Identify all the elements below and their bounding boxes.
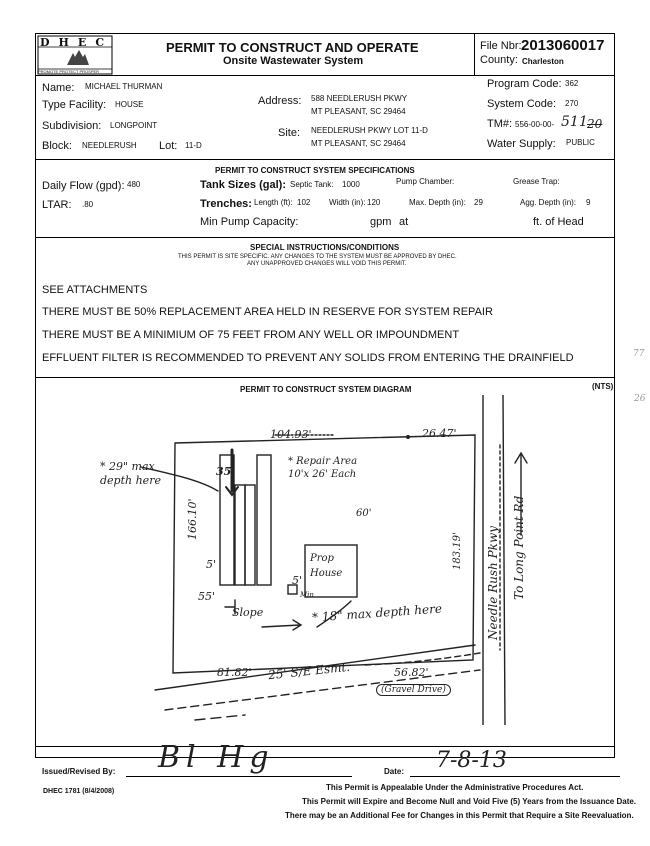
tm-handwritten: 511 <box>561 114 588 130</box>
water-supply-label: Water Supply: <box>487 138 556 150</box>
length-value: 102 <box>297 198 311 207</box>
label-easement: 25' S/E Esmt. <box>267 659 351 683</box>
tm-label: TM#: <box>487 118 513 130</box>
dim-top: 104.93' <box>270 428 312 441</box>
rule-2 <box>35 159 615 160</box>
file-number: 2013060017 <box>521 37 605 54</box>
label-bottom-left: 81.82' <box>217 666 252 679</box>
issued-line <box>126 776 352 777</box>
program-code-value: 362 <box>565 79 579 88</box>
label-repair-area: * Repair Area 10'x 26' Each <box>288 456 358 480</box>
expire-note: This Permit will Expire and Become Null and Void Five (5) Years from the Issuance Date. <box>302 797 637 806</box>
system-code-value: 270 <box>565 99 579 108</box>
agg-depth-value: 9 <box>586 198 591 207</box>
rule-1 <box>35 75 615 76</box>
at-label: at <box>399 216 409 228</box>
header-divider <box>474 33 475 75</box>
septic-tank-value: 1000 <box>342 180 360 189</box>
margin-mark-1: 77 <box>633 349 645 359</box>
label-5-left: 5' <box>206 558 217 571</box>
lot-value: 11-D <box>185 141 202 150</box>
label-bottom-right: 56.82' <box>394 666 429 679</box>
rule-5 <box>35 746 615 747</box>
signature: Bl Hg <box>158 740 275 775</box>
width-value: 120 <box>367 198 381 207</box>
label-55: 55' <box>198 590 216 603</box>
length-label: Length (ft): <box>254 198 293 207</box>
special-line-2: THERE MUST BE 50% REPLACEMENT AREA HELD IN RESERVE FOR SYSTEM REPAIR <box>42 306 493 318</box>
label-road: Needle Rush Pkwy <box>486 526 500 640</box>
dim-top-right: 26.47' <box>422 427 457 440</box>
subdivision-label: Subdivision: <box>42 120 102 132</box>
special-heading: SPECIAL INSTRUCTIONS/CONDITIONS <box>250 243 400 252</box>
label-5-house: 5' <box>292 574 303 587</box>
form-id: DHEC 1781 (8/4/2008) <box>43 788 115 795</box>
label-35: 35' <box>216 465 235 478</box>
label-min: Min <box>300 591 314 599</box>
special-line-3: THERE MUST BE A MINIMIUM OF 75 FEET FROM ANY WELL OR IMPOUNDMENT <box>42 329 460 341</box>
county-label: County: <box>480 54 518 66</box>
tm-struck: 20 <box>587 117 603 131</box>
site-line1: NEEDLERUSH PKWY LOT 11-D <box>311 126 428 135</box>
fee-note: There may be an Additional Fee for Changes in this Permit that Require a Site Reevaluation. <box>285 811 634 820</box>
site-line2: MT PLEASANT, SC 29464 <box>311 139 406 148</box>
daily-flow-value: 480 <box>127 180 141 189</box>
nts-label: (NTS) <box>592 382 614 391</box>
max-depth-label: Max. Depth (in): <box>409 198 466 207</box>
name-value: MICHAEL THURMAN <box>85 82 163 91</box>
margin-mark-2: 26 <box>634 394 646 404</box>
permit-subtitle: Onsite Wastewater System <box>223 55 364 67</box>
special-note-2: ANY UNAPPROVED CHANGES WILL VOID THIS PERMIT. <box>247 261 407 267</box>
block-label: Block: <box>42 140 72 152</box>
logo-text: DHEC <box>40 36 114 49</box>
issued-label: Issued/Revised By: <box>42 767 116 776</box>
width-label: Width (in): <box>329 198 366 207</box>
name-label: Name: <box>42 82 75 94</box>
label-to-longpoint: To Long Point Rd <box>512 495 526 600</box>
tm-value: 556-00-00- <box>515 120 555 129</box>
block-value: NEEDLERUSH <box>82 141 137 150</box>
address-line2: MT PLEASANT, SC 29464 <box>311 107 406 116</box>
max-depth-value: 29 <box>474 198 483 207</box>
rule-4 <box>35 377 615 378</box>
program-code-label: Program Code: <box>487 78 562 90</box>
address-line1: 588 NEEDLERUSH PKWY <box>311 94 408 103</box>
subdivision-value: LONGPOINT <box>110 121 158 130</box>
ltar-label: LTAR: <box>42 199 72 211</box>
special-note-1: THIS PERMIT IS SITE SPECIFIC. ANY CHANGES TO THE SYSTEM MUST BE APPROVED BY DHEC. <box>178 254 457 260</box>
county-value: Charleston <box>522 57 564 66</box>
label-right-dim: 183.19' <box>452 532 463 570</box>
label-left-dim: 166.10' <box>186 498 199 540</box>
trench-1 <box>235 485 245 585</box>
label-29-max-depth: * 29" max depth here <box>100 460 161 487</box>
file-label: File Nbr: <box>480 40 522 52</box>
facility-value: HOUSE <box>115 100 144 109</box>
grease-trap-label: Grease Trap: <box>513 177 560 186</box>
label-slope: Slope <box>232 606 264 619</box>
agg-depth-label: Agg. Depth (in): <box>520 198 577 207</box>
ltar-value: .80 <box>82 200 94 209</box>
daily-flow-label: Daily Flow (gpd): <box>42 180 125 192</box>
trenches-label: Trenches: <box>200 198 252 210</box>
septic-tank-label: Septic Tank: <box>290 180 334 189</box>
trench-2 <box>245 485 255 585</box>
system-code-label: System Code: <box>487 98 557 110</box>
date-line <box>410 776 620 777</box>
facility-label: Type Facility: <box>42 99 107 111</box>
special-line-4: EFFLUENT FILTER IS RECOMMENDED TO PREVENT ANY SOLIDS FROM ENTERING THE DRAINFIELD <box>42 352 574 364</box>
water-supply-value: PUBLIC <box>566 138 595 147</box>
label-prop-house: Prop House <box>310 553 343 579</box>
logo-tagline: PROMOTE PROTECT PROSPER <box>38 69 100 74</box>
rule-3 <box>35 237 615 238</box>
gpm-label: gpm <box>370 216 392 228</box>
label-18-max-depth: * 18" max depth here <box>311 601 443 625</box>
special-line-1: SEE ATTACHMENTS <box>42 284 148 296</box>
min-pump-label: Min Pump Capacity: <box>200 216 299 228</box>
head-label: ft. of Head <box>533 216 584 228</box>
gravel-drive <box>365 653 480 665</box>
address-label: Address: <box>258 95 302 107</box>
appeal-note: This Permit is Appealable Under the Administrative Procedures Act. <box>326 783 584 792</box>
diagram-heading: PERMIT TO CONSTRUCT SYSTEM DIAGRAM <box>240 385 412 394</box>
lot-label: Lot: <box>159 140 178 152</box>
pump-chamber-label: Pump Chamber: <box>396 177 455 186</box>
site-label: Site: <box>278 127 301 139</box>
repair-area-right <box>257 455 271 585</box>
label-gravel-drive: (Gravel Drive) <box>376 684 451 696</box>
date-value: 7-8-13 <box>436 748 507 773</box>
specs-heading: PERMIT TO CONSTRUCT SYSTEM SPECIFICATIONS <box>215 166 415 175</box>
date-label: Date: <box>384 767 405 776</box>
label-60: 60' <box>356 508 372 519</box>
tank-sizes-label: Tank Sizes (gal): <box>200 179 286 191</box>
road-edge-right <box>503 395 505 725</box>
permit-title: PERMIT TO CONSTRUCT AND OPERATE <box>166 40 419 55</box>
